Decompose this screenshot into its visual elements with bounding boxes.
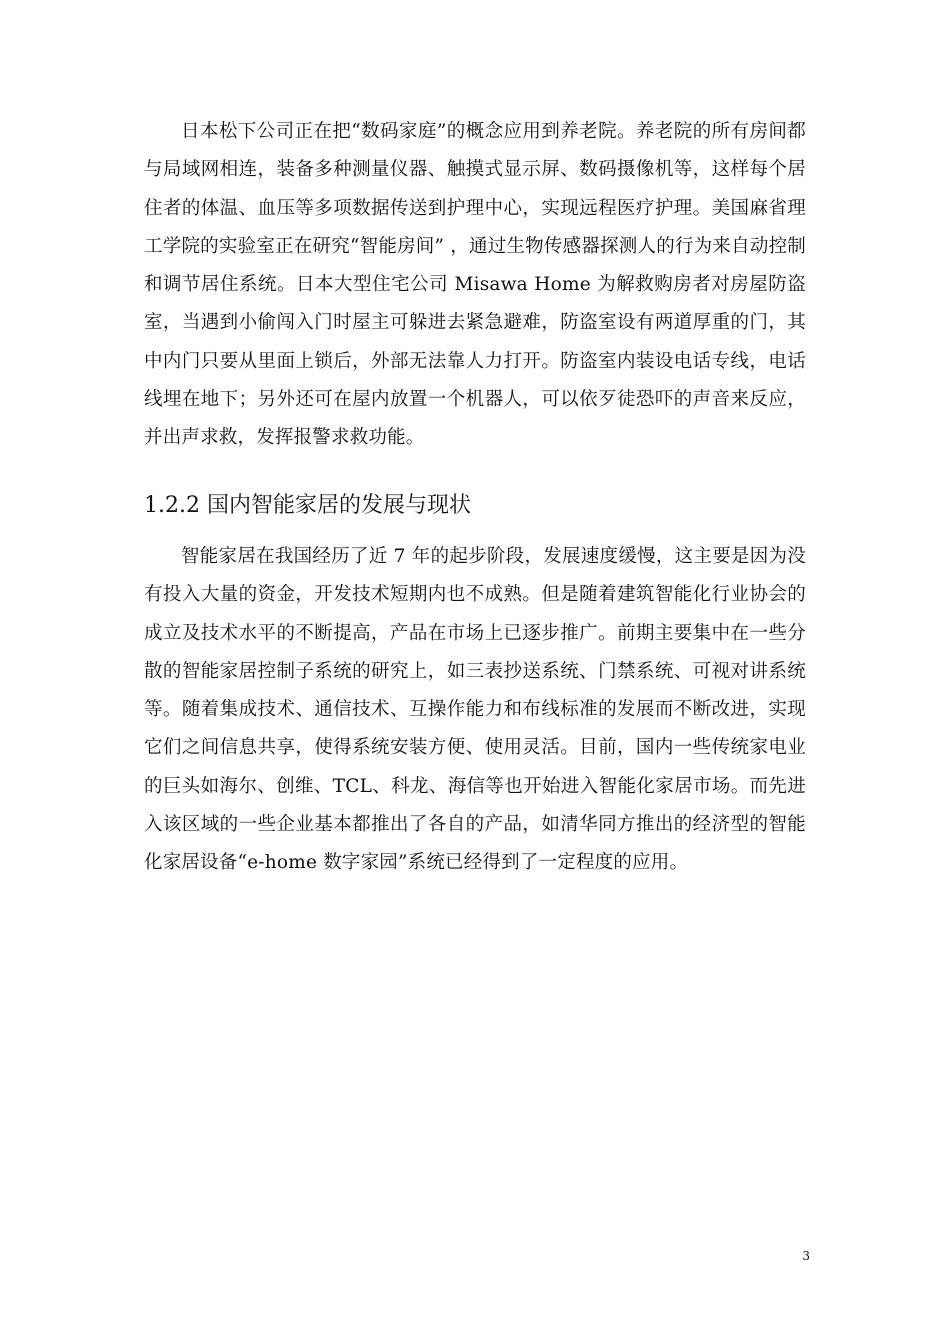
paragraph-smart-home-domestic: 智能家居在我国经历了近 7 年的起步阶段，发展速度缓慢，这主要是因为没有投入大量的资金，开发技术短期内也不成熟。但是随着建筑智能化行业协会的成立及技术水平的不断提高，产品在市场上已逐步推广。前期主要集中在一些分散的智能家居控制子系统的研究上，如三表抄送系统、门禁系统、可视对讲系统等。随着集成技术、通信技术、互操作能力和布线标准的发展而不断改进，实现它们之间信息共享，使得系统安装方便、使用灵活。目前，国内一些传统家电业的巨头如海尔、创维、TCL、科龙、海信等也开始进入智能化家居市场。而先进入该区域的一些企业基本都推出了各自的产品，如清华同方推出的经济型的智能化家居设备“e-home 数字家园”系统已经得到了一定程度的应用。 bbox=[144, 546, 806, 874]
page-number: 3 bbox=[802, 1249, 810, 1263]
section-heading: 1.2.2 国内智能家居的发展与现状 bbox=[144, 493, 471, 518]
paragraph-smart-home-abroad: 日本松下公司正在把“数码家庭”的概念应用到养老院。养老院的所有房间都与局域网相连，装备多种测量仪器、触摸式显示屏、数码摄像机等，这样每个居住者的体温、血压等多项数据传送到护理中心，实现远程医疗护理。美国麻省理工学院的实验室正在研究“智能房间” ，通过生物传感器探测人的行为来自动控制和调节居住系统。日本大型住宅公司 Misawa Home 为解救购房者对房屋防盗室，当遇到小偷闯入门时屋主可躲进去紧急避难，防盗室设有两道厚重的门，其中内门只要从里面上锁后，外部无法靠人力打开。防盗室内装设电话专线，电话线埋在地下；另外还可在屋内放置一个机器人，可以依歹徒恐吓的声音来反应，并出声求救，发挥报警求救功能。 bbox=[144, 121, 806, 449]
